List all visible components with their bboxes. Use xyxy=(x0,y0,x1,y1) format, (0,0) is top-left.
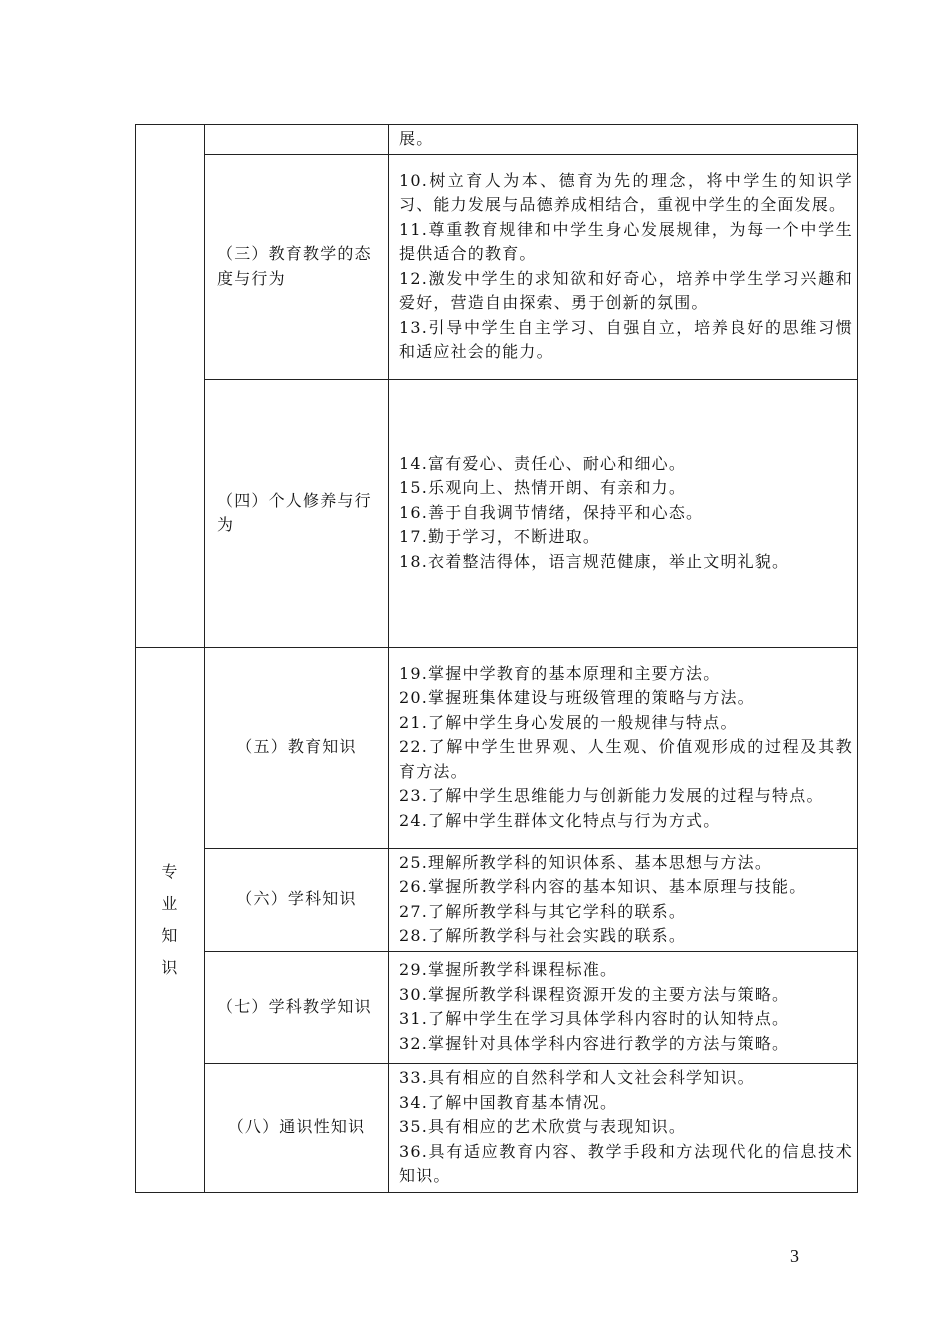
items-cell xyxy=(389,1063,858,1192)
subcategory-cell: （七）学科教学知识 xyxy=(205,951,389,1063)
list-item: 12.激发中学生的求知欲和好奇心，培养中学生学习兴趣和爱好，营造自由探索、勇于创新的氛围。 xyxy=(399,268,853,312)
category-label: 专业知识 xyxy=(161,861,179,977)
list-item: 29.掌握所教学科课程标准。 xyxy=(399,960,618,979)
standards-table xyxy=(135,124,858,1193)
list-item: 32.掌握针对具体学科内容进行教学的方法与策略。 xyxy=(399,1033,790,1053)
items-cell xyxy=(389,154,858,379)
table-row xyxy=(136,154,858,379)
subcategory-cell: （八）通识性知识 xyxy=(205,1063,389,1192)
list-item: 25.理解所教学科的知识体系、基本思想与方法。 xyxy=(399,852,773,872)
list-item: 20.掌握班集体建设与班级管理的策略与方法。 xyxy=(399,688,755,708)
list-item: 10.树立育人为本、德育为先的理念，将中学生的知识学习、能力发展与品德养成相结合，重视中学生的全面发展。 xyxy=(399,170,853,214)
table-row xyxy=(136,647,858,848)
items-cell xyxy=(389,951,858,1063)
list-item: 36.具有适应教育内容、教学手段和方法现代化的信息技术知识。 xyxy=(399,1141,853,1186)
category-cell xyxy=(136,647,205,1192)
subcategory-cell-empty xyxy=(205,125,389,155)
list-item: 28.了解所教学科与社会实践的联系。 xyxy=(399,926,687,945)
list-item: 15.乐观向上、热情开朗、有亲和力。 xyxy=(399,478,687,498)
subcategory-cell: （四）个人修养与行为 xyxy=(205,379,389,647)
list-item: 14.富有爱心、责任心、耐心和细心。 xyxy=(399,453,687,473)
items-cell xyxy=(389,848,858,951)
list-item: 11.尊重教育规律和中学生身心发展规律，为每一个中学生提供适合的教育。 xyxy=(399,219,853,263)
table-row xyxy=(136,1063,858,1192)
subcategory-cell: （五）教育知识 xyxy=(205,647,389,848)
category-cell-empty xyxy=(136,125,205,648)
subcategory-cell: （三）教育教学的态度与行为 xyxy=(205,154,389,379)
list-item: 19.掌握中学教育的基本原理和主要方法。 xyxy=(399,663,721,683)
list-item: 展。 xyxy=(399,129,434,148)
list-item: 24.了解中学生群体文化特点与行为方式。 xyxy=(399,810,721,830)
items-cell xyxy=(389,379,858,647)
list-item: 21.了解中学生身心发展的一般规律与特点。 xyxy=(399,712,738,732)
page-number: 3 xyxy=(790,1246,799,1266)
table-row xyxy=(136,125,858,155)
list-item: 33.具有相应的自然科学和人文社会科学知识。 xyxy=(399,1068,755,1088)
list-item: 27.了解所教学科与其它学科的联系。 xyxy=(399,901,687,921)
list-item: 16.善于自我调节情绪，保持平和心态。 xyxy=(399,502,704,522)
table-row xyxy=(136,848,858,951)
subcategory-cell: （六）学科知识 xyxy=(205,848,389,951)
list-item: 26.掌握所教学科内容的基本知识、基本原理与技能。 xyxy=(399,877,807,896)
list-item: 35.具有相应的艺术欣赏与表现知识。 xyxy=(399,1117,687,1137)
list-item: 18.衣着整洁得体，语言规范健康，举止文明礼貌。 xyxy=(399,551,790,571)
list-item: 34.了解中国教育基本情况。 xyxy=(399,1092,618,1112)
table-row xyxy=(136,951,858,1063)
list-item: 17.勤于学习，不断进取。 xyxy=(399,527,601,547)
list-item: 30.掌握所教学科课程资源开发的主要方法与策略。 xyxy=(399,984,790,1004)
list-item: 22.了解中学生世界观、人生观、价值观形成的过程及其教育方法。 xyxy=(399,737,853,781)
items-cell xyxy=(389,125,858,155)
table-row xyxy=(136,379,858,647)
list-item: 23.了解中学生思维能力与创新能力发展的过程与特点。 xyxy=(399,786,824,806)
list-item: 13.引导中学生自主学习、自强自立，培养良好的思维习惯和适应社会的能力。 xyxy=(399,317,853,361)
list-item: 31.了解中学生在学习具体学科内容时的认知特点。 xyxy=(399,1009,790,1028)
items-cell xyxy=(389,647,858,848)
